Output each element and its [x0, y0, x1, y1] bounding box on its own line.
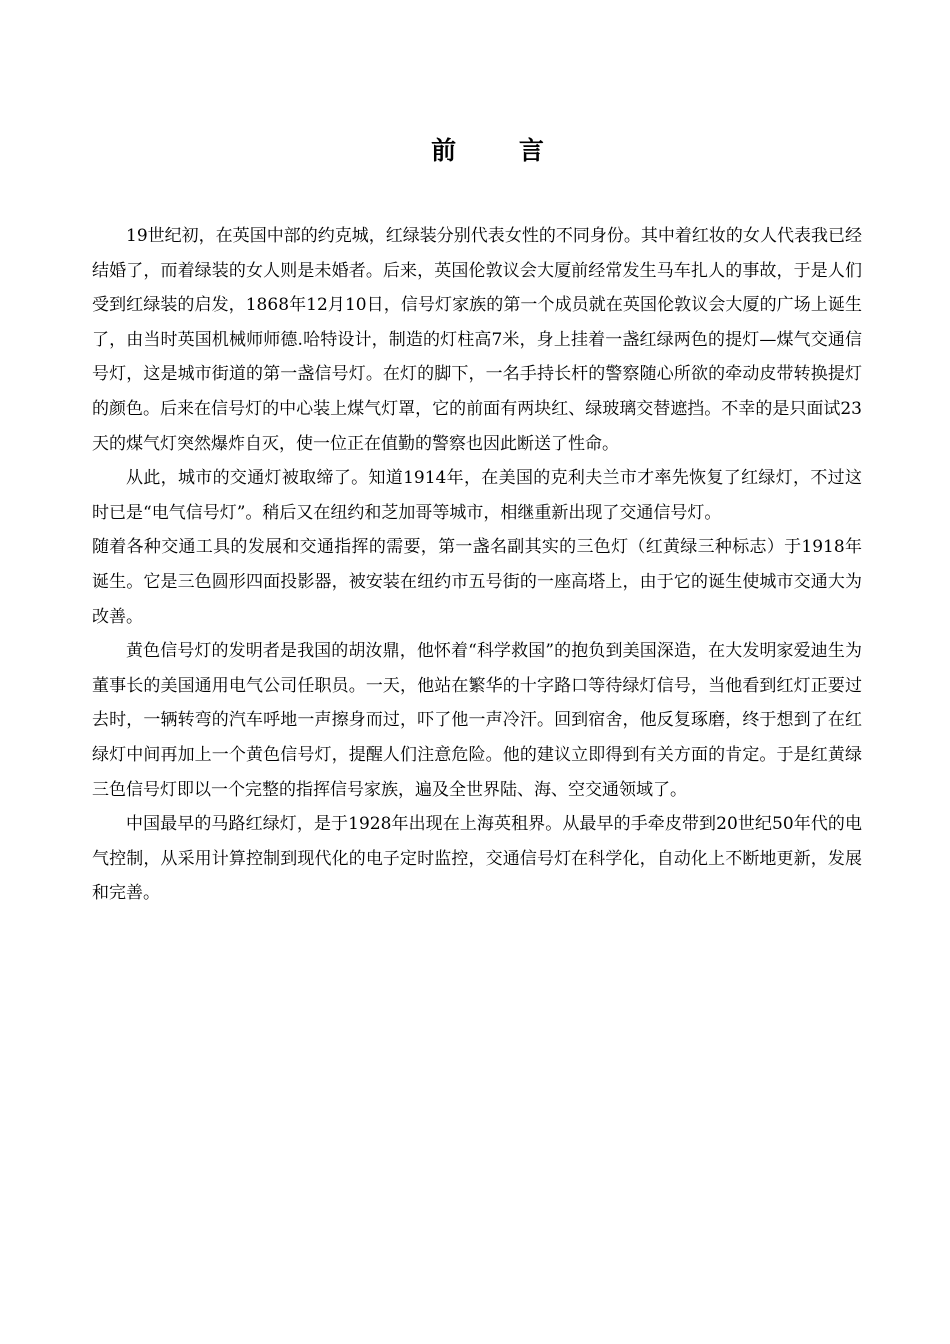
- paragraph-5: 中国最早的马路红绿灯，是于1928年出现在上海英租界。从最早的手牵皮带到20世纪50年代的电气控制，从采用计算控制到现代化的电子定时监控，交通信号灯在科学化，自动化上不断地更新，发展和完善。: [92, 814, 862, 904]
- paragraph-3: 随着各种交通工具的发展和交通指挥的需要，第一盏名副其实的三色灯（红黄绿三种标志）于1918年诞生。它是三色圆形四面投影器，被安装在纽约市五号街的一座高塔上，由于它的诞生使城市交通大为改善。: [92, 537, 862, 627]
- page-title: 前 言: [431, 136, 571, 165]
- paragraph-1: 19世纪初，在英国中部的约克城，红绿装分别代表女性的不同身份。其中着红妆的女人代表我已经结婚了，而着绿装的女人则是未婚者。后来，英国伦敦议会大厦前经常发生马车扎人的事故，于是人们受到红绿装的启发，1868年12月10日，信号灯家族的第一个成员就在英国伦敦议会大厦的广场上诞生了，由当时英国机械师师德.哈特设计，制造的灯柱高7米，身上挂着一盏红绿两色的提灯—煤气交通信号灯，这是城市街道的第一盏信号灯。在灯的脚下，一名手持长杆的警察随心所欲的牵动皮带转换提灯的颜色。后来在信号灯的中心装上煤气灯罩，它的前面有两块红、绿玻璃交替遮挡。不幸的是只面试23天的煤气灯突然爆炸自灭，使一位正在值勤的警察也因此断送了性命。: [92, 226, 862, 454]
- paragraph-2: 从此，城市的交通灯被取缔了。知道1914年，在美国的克利夫兰市才率先恢复了红绿灯，不过这时已是“电气信号灯”。稍后又在纽约和芝加哥等城市，相继重新出现了交通信号灯。: [92, 468, 862, 523]
- paragraph-4: 黄色信号灯的发明者是我国的胡汝鼎，他怀着“科学救国”的抱负到美国深造，在大发明家爱迪生为董事长的美国通用电气公司任职员。一天，他站在繁华的十字路口等待绿灯信号，当他看到红灯正要过去时，一辆转弯的汽车呼地一声擦身而过，吓了他一声冷汗。回到宿舍，他反复琢磨，终于想到了在红绿灯中间再加上一个黄色信号灯，提醒人们注意危险。他的建议立即得到有关方面的肯定。于是红黄绿三色信号灯即以一个完整的指挥信号家族，遍及全世界陆、海、空交通领域了。: [92, 641, 862, 800]
- body-text: [92, 219, 862, 911]
